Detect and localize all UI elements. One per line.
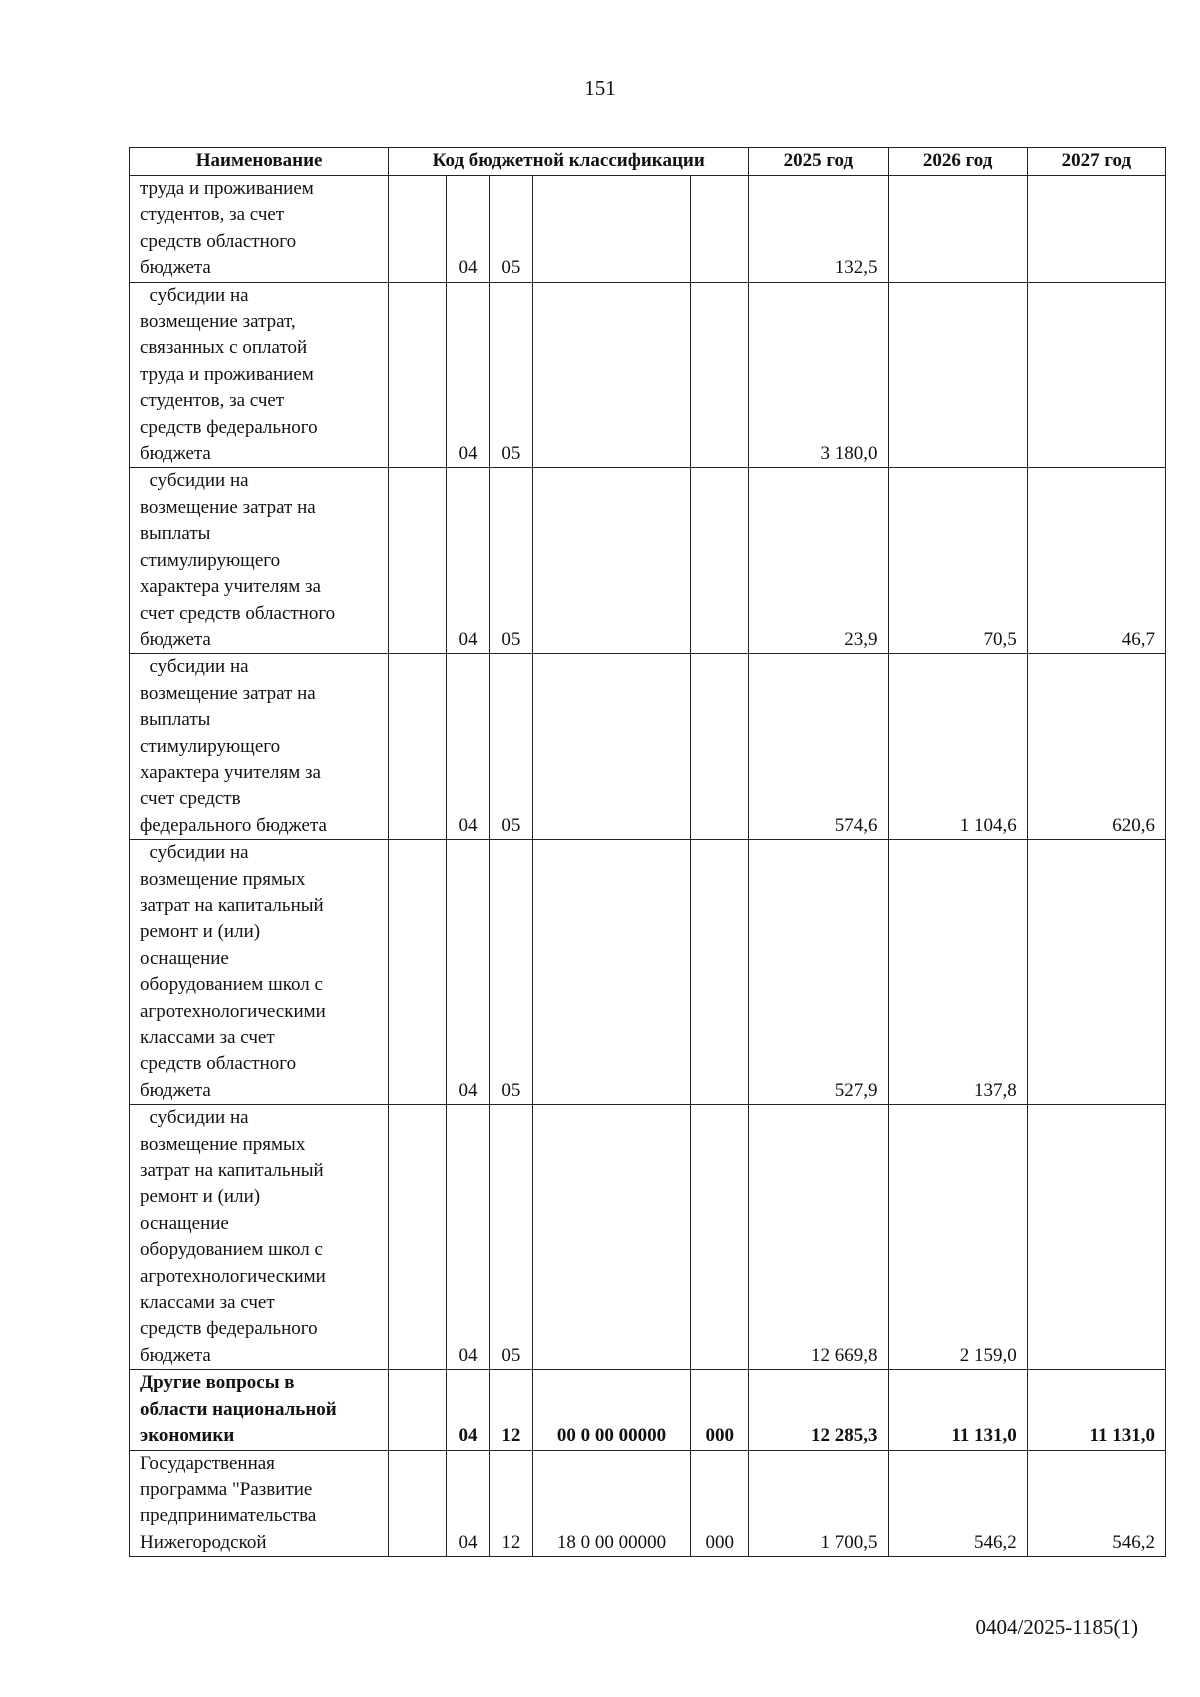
row-name-line: характера учителям за [140,761,321,783]
row-name-line: Государственная [140,1452,275,1474]
row-name-line: выплаты [140,523,211,545]
code-section-cell: 04 [447,1370,490,1450]
row-name [130,176,389,283]
row-name-line: ремонт и (или) [140,921,261,943]
code-target-article-cell [532,1105,691,1370]
row-name-line: труда и проживанием [140,178,314,199]
row-name-line: возмещение прямых [140,1133,306,1155]
code-section-cell: 04 [447,468,490,654]
code-admin-cell [389,1105,447,1370]
row-name-line: субсидии на [140,1107,249,1129]
code-section-cell: 04 [447,1450,490,1557]
row-name-line: субсидии на [140,470,249,492]
row-name-line: федерального бюджета [140,814,327,836]
code-expense-type-cell [691,468,749,654]
amount-2025-cell: 132,5 [749,176,888,283]
code-expense-type-cell [691,654,749,840]
row-name-line: оборудованием школ с [140,974,323,996]
amount-2027-cell [1027,840,1165,1105]
row-name-line: ремонт и (или) [140,1186,261,1208]
row-name-line: бюджета [140,443,211,465]
amount-2026-cell: 1 104,6 [888,654,1027,840]
code-admin-cell [389,1450,447,1557]
row-name-line: Нижегородской [140,1531,267,1553]
table-row [130,654,1166,840]
code-expense-type-cell: 000 [691,1450,749,1557]
header-code: Код бюджетной классификации [389,148,749,176]
code-target-article-cell: 00 0 00 00000 [532,1370,691,1450]
amount-2027-cell [1027,1105,1165,1370]
code-expense-type-cell: 000 [691,1370,749,1450]
row-name-line: субсидии на [140,656,249,678]
amount-2025-cell: 12 669,8 [749,1105,888,1370]
code-subsection-cell: 05 [489,654,532,840]
row-name [130,1105,389,1370]
code-subsection-cell: 12 [489,1370,532,1450]
code-admin-cell [389,1370,447,1450]
code-target-article-cell [532,840,691,1105]
row-name-line: оснащение [140,947,229,969]
row-name-line: бюджета [140,257,211,279]
row-name [130,282,389,468]
amount-2026-cell: 11 131,0 [888,1370,1027,1450]
budget-table [129,147,1166,1557]
table-row [130,1105,1166,1370]
row-name-line: возмещение затрат, [140,311,296,333]
code-expense-type-cell [691,282,749,468]
row-name-line: средств федерального [140,1318,318,1340]
code-target-article-cell [532,176,691,283]
amount-2027-cell: 11 131,0 [1027,1370,1165,1450]
row-name-line: средств областного [140,1053,297,1075]
row-name [130,1370,389,1450]
code-expense-type-cell [691,1105,749,1370]
table-row [130,282,1166,468]
amount-2026-cell: 546,2 [888,1450,1027,1557]
row-name-line: программа "Развитие [140,1478,313,1500]
header-2026: 2026 год [888,148,1027,176]
row-name-line: бюджета [140,1344,211,1366]
code-subsection-cell: 05 [489,1105,532,1370]
row-name-line: классами за счет [140,1027,275,1048]
row-name [130,1450,389,1557]
row-name [130,840,389,1105]
row-name-line: оборудованием школ с [140,1239,323,1261]
code-subsection-cell: 05 [489,840,532,1105]
row-name-line: средств областного [140,230,297,252]
amount-2027-cell: 620,6 [1027,654,1165,840]
amount-2025-cell: 1 700,5 [749,1450,888,1557]
amount-2025-cell: 23,9 [749,468,888,654]
row-name-line: классами за счет [140,1292,275,1314]
row-name-line: студентов, за счет [140,390,285,412]
row-name-line: затрат на капитальный [140,1160,324,1182]
amount-2026-cell [888,282,1027,468]
code-target-article-cell [532,654,691,840]
row-name-line: связанных с оплатой [140,337,308,359]
row-name-line: возмещение затрат на [140,682,316,704]
amount-2027-cell [1027,282,1165,468]
row-name-line: характера учителям за [140,576,321,598]
code-admin-cell [389,840,447,1105]
amount-2025-cell: 527,9 [749,840,888,1105]
header-2025: 2025 год [749,148,888,176]
row-name-line: стимулирующего [140,735,281,757]
code-target-article-cell [532,282,691,468]
row-name-line: возмещение прямых [140,868,306,890]
code-admin-cell [389,282,447,468]
amount-2025-cell: 574,6 [749,654,888,840]
row-name-line: области национальной [140,1398,337,1420]
code-admin-cell [389,468,447,654]
row-name-line: выплаты [140,709,211,731]
code-subsection-cell: 12 [489,1450,532,1557]
row-name-line: бюджета [140,628,211,650]
row-name-line: бюджета [140,1079,211,1101]
row-name-line: агротехнологическими [140,1265,326,1287]
code-subsection-cell: 05 [489,176,532,283]
code-expense-type-cell [691,176,749,283]
row-name-line: студентов, за счет [140,204,285,226]
header-row [130,148,1166,176]
code-target-article-cell: 18 0 00 00000 [532,1450,691,1557]
code-target-article-cell [532,468,691,654]
row-name-line: экономики [140,1425,235,1447]
row-name-line: счет средств [140,788,241,810]
table-row [130,176,1166,283]
row-name-line: Другие вопросы в [140,1372,295,1394]
amount-2026-cell: 70,5 [888,468,1027,654]
table-row [130,468,1166,654]
code-section-cell: 04 [447,1105,490,1370]
code-subsection-cell: 05 [489,282,532,468]
row-name-line: субсидии на [140,842,249,864]
row-name-line: агротехнологическими [140,1000,326,1022]
row-name-line: труда и проживанием [140,363,314,385]
row-name-line: счет средств областного [140,602,336,624]
code-subsection-cell: 05 [489,468,532,654]
row-name-line: предпринимательства [140,1505,317,1527]
row-name-line: субсидии на [140,284,249,306]
code-section-cell: 04 [447,654,490,840]
amount-2025-cell: 3 180,0 [749,282,888,468]
row-name-line: оснащение [140,1212,229,1234]
page-number: 151 [584,76,616,100]
code-section-cell: 04 [447,282,490,468]
code-section-cell: 04 [447,176,490,283]
row-name-line: средств федерального [140,416,318,438]
table-row [130,1450,1166,1557]
amount-2027-cell: 546,2 [1027,1450,1165,1557]
amount-2027-cell: 46,7 [1027,468,1165,654]
code-admin-cell [389,654,447,840]
row-name-line: возмещение затрат на [140,496,316,518]
document-id: 0404/2025-1185(1) [975,1615,1138,1639]
header-2027: 2027 год [1027,148,1165,176]
table-body [130,176,1166,1557]
table-row [130,1370,1166,1450]
row-name [130,654,389,840]
code-admin-cell [389,176,447,283]
amount-2027-cell [1027,176,1165,283]
amount-2026-cell: 2 159,0 [888,1105,1027,1370]
amount-2026-cell [888,176,1027,283]
row-name-line: затрат на капитальный [140,894,324,916]
code-section-cell: 04 [447,840,490,1105]
row-name [130,468,389,654]
row-name-line: стимулирующего [140,549,281,571]
amount-2025-cell: 12 285,3 [749,1370,888,1450]
code-expense-type-cell [691,840,749,1105]
table-row [130,840,1166,1105]
table-header [130,148,1166,176]
header-name: Наименование [130,148,389,176]
amount-2026-cell: 137,8 [888,840,1027,1105]
